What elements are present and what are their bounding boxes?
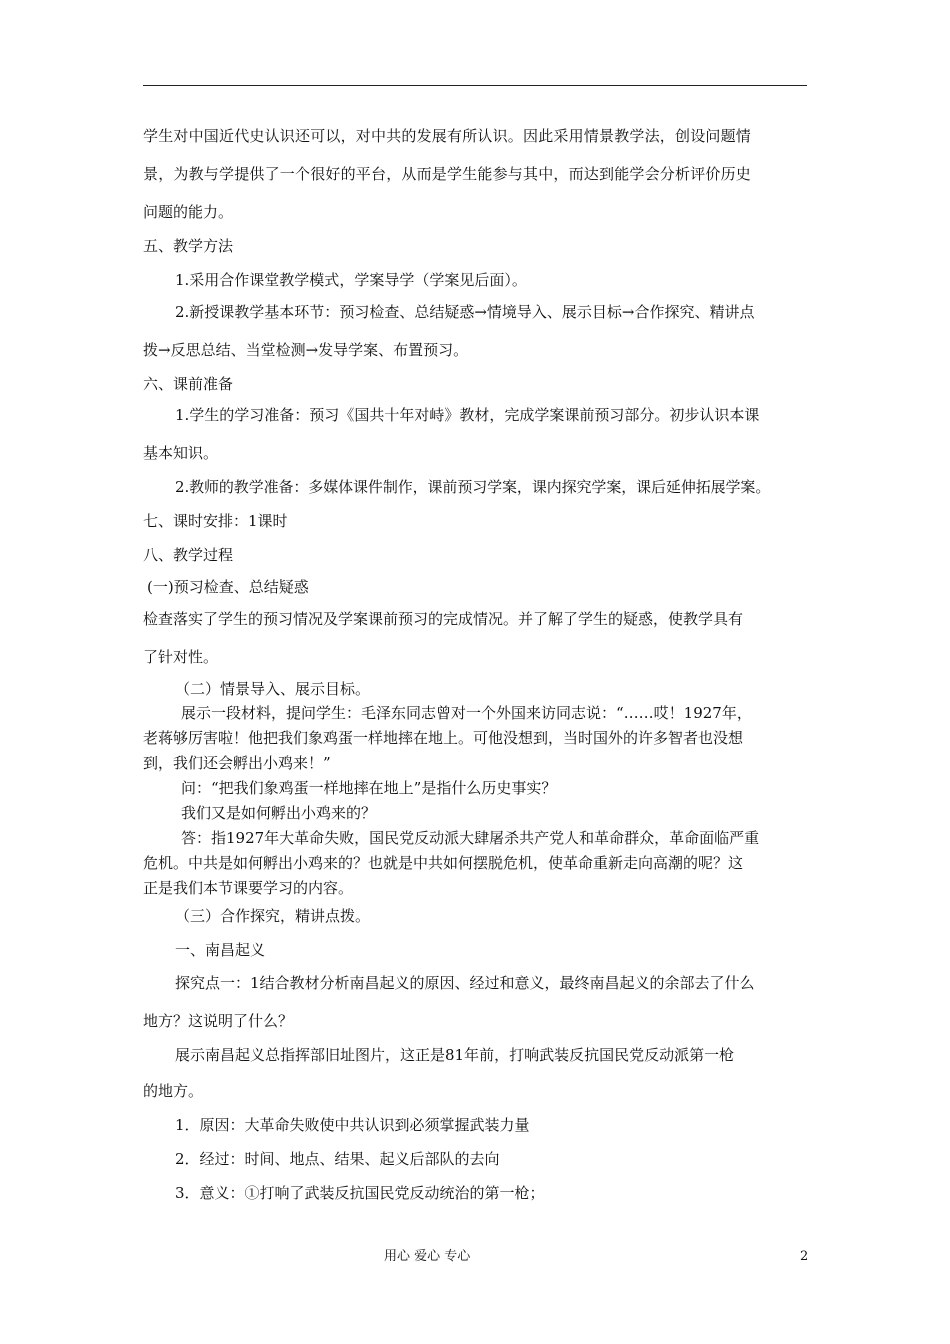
text-line: 我们又是如何孵出小鸡来的？: [181, 804, 377, 822]
text-line: 了针对性。: [143, 648, 219, 666]
text-line: 展示南昌起义总指挥部旧址图片，这正是81年前，打响武装反抗国民党反动派第一枪: [175, 1046, 735, 1064]
text-line: 2.新授课教学基本环节：预习检查、总结疑惑→情境导入、展示目标→合作探究、精讲点: [175, 303, 755, 321]
subsection-heading: （三）合作探究，精讲点拨。: [175, 907, 371, 925]
text-line: 探究点一：1结合教材分析南昌起义的原因、经过和意义，最终南昌起义的余部去了什么: [175, 974, 755, 992]
text-line: 问题的能力。: [143, 203, 234, 221]
subsection-heading: (一)预习检查、总结疑惑: [147, 578, 309, 596]
text-line: 检查落实了学生的预习情况及学案课前预习的完成情况。并了解了学生的疑惑，使教学具有: [143, 610, 744, 628]
text-line: 2.教师的教学准备：多媒体课件制作，课前预习学案，课内探究学案，课后延伸拓展学案。: [175, 478, 771, 496]
text-line: 展示一段材料，提问学生：毛泽东同志曾对一个外国来访同志说：“……哎！1927年，: [181, 704, 752, 722]
subsection-heading: 一、南昌起义: [175, 941, 266, 959]
list-item: 1．原因：大革命失败使中共认识到必须掌握武装力量: [175, 1116, 530, 1134]
text-line: 老蒋够厉害啦！他把我们象鸡蛋一样地摔在地上。可他没想到，当时国外的许多智者也没想: [143, 729, 744, 747]
text-line: 的地方。: [143, 1082, 204, 1100]
text-line: 景，为教与学提供了一个很好的平台，从而是学生能参与其中，而达到能学会分析评价历史: [143, 165, 752, 183]
page-number: 2: [800, 1249, 809, 1264]
subsection-heading: （二）情景导入、展示目标。: [175, 680, 371, 698]
list-item: 2．经过：时间、地点、结果、起义后部队的去向: [175, 1150, 500, 1168]
section-heading: 八、教学过程: [143, 546, 234, 564]
text-line: 到，我们还会孵出小鸡来！”: [143, 754, 331, 772]
footer-text: 用心 爱心 专心: [384, 1249, 471, 1264]
text-line: 地方？这说明了什么？: [143, 1012, 294, 1030]
text-line: 答：指1927年大革命失败，国民党反动派大肆屠杀共产党人和革命群众，革命面临严重: [181, 829, 760, 847]
text-line: 拨→反思总结、当堂检测→发导学案、布置预习。: [143, 341, 469, 359]
section-heading: 六、课前准备: [143, 375, 234, 393]
text-line: 危机。中共是如何孵出小鸡来的？也就是中共如何摆脱危机，使革命重新走向高潮的呢？这: [143, 854, 744, 872]
text-line: 正是我们本节课要学习的内容。: [143, 879, 354, 897]
header-rule: [143, 85, 807, 86]
text-line: 问：“把我们象鸡蛋一样地摔在地上”是指什么历史事实？: [181, 779, 557, 797]
text-line: 1.学生的学习准备：预习《国共十年对峙》教材，完成学案课前预习部分。初步认识本课: [175, 406, 760, 424]
list-item: 3．意义：①打响了武装反抗国民党反动统治的第一枪；: [175, 1184, 545, 1202]
text-line: 1.采用合作课堂教学模式，学案导学（学案见后面）。: [175, 271, 527, 289]
text-line: 学生对中国近代史认识还可以，对中共的发展有所认识。因此采用情景教学法，创设问题情: [143, 127, 752, 145]
section-heading: 七、课时安排：1课时: [143, 512, 288, 530]
section-heading: 五、教学方法: [143, 237, 234, 255]
text-line: 基本知识。: [143, 444, 219, 462]
